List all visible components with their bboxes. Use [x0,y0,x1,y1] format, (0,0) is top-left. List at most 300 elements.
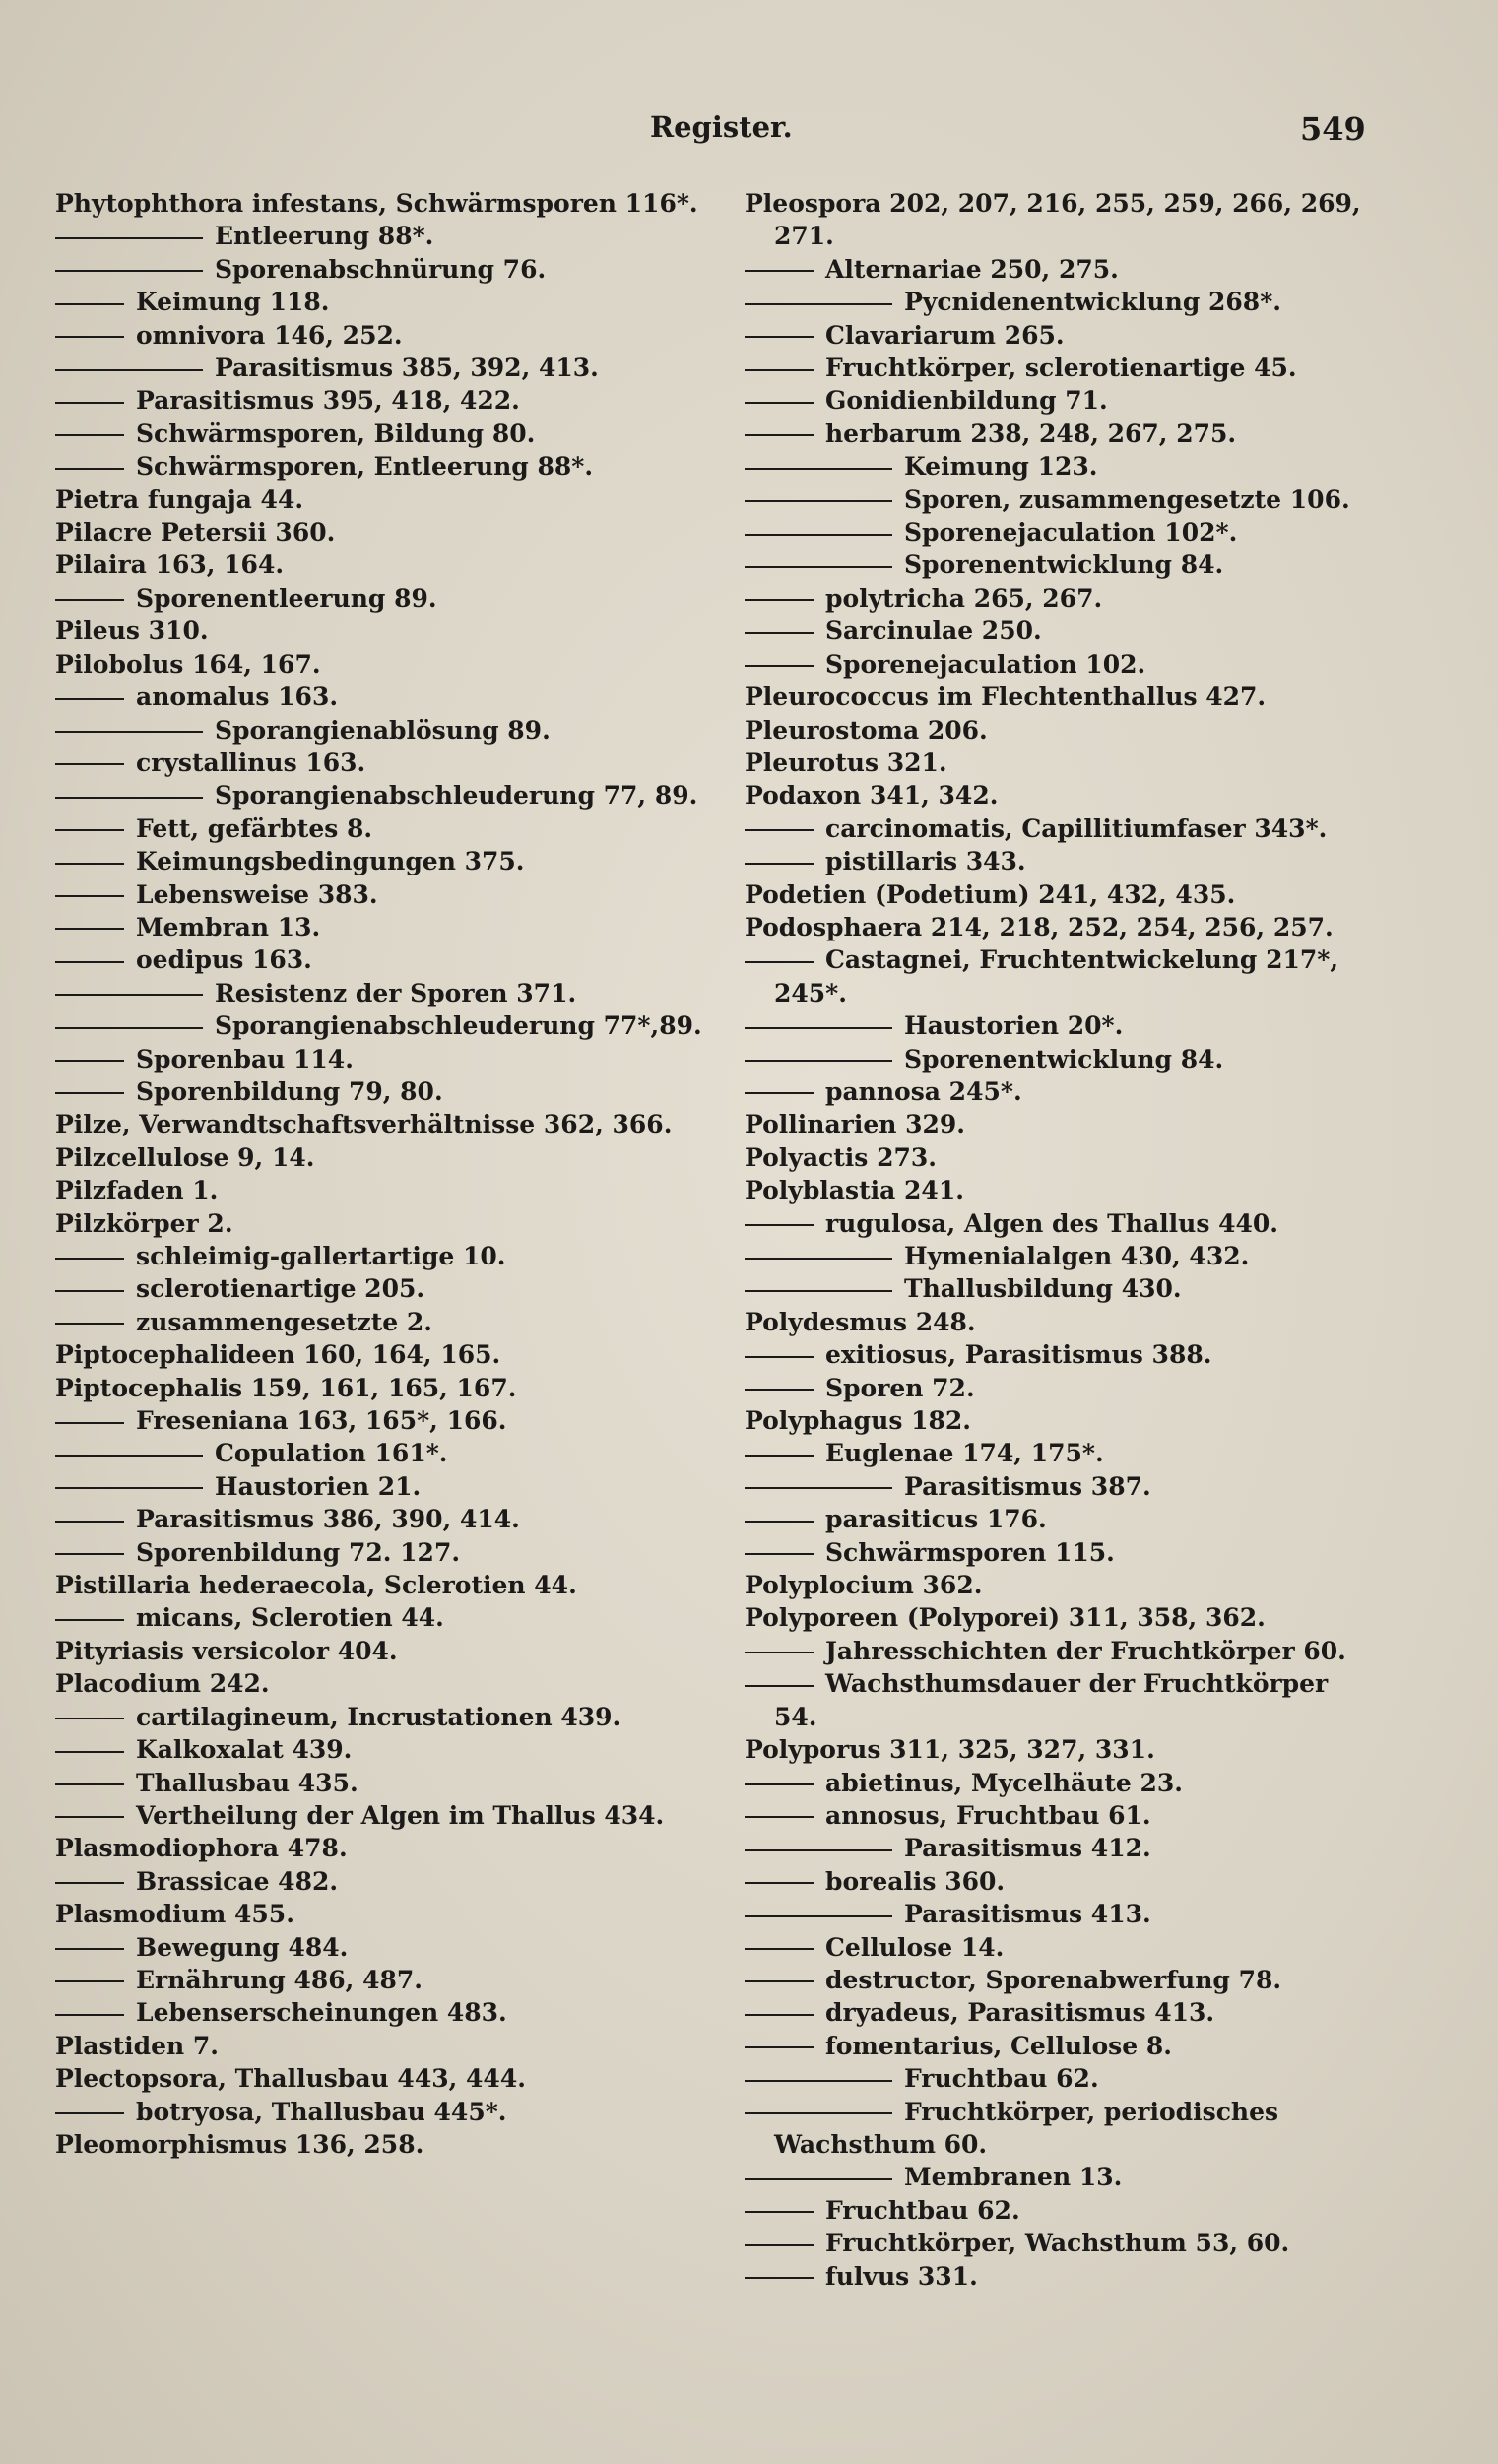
index-entry-text: Schwärmsporen, Entleerung 88*. [136,452,594,482]
index-entry-text: Sporenbau 114. [136,1044,354,1073]
index-entry-text: Parasitismus 387. [904,1471,1151,1501]
repeat-dash [745,1948,814,1950]
index-entry-text: Fruchtbau 62. [904,2064,1099,2094]
index-entry [745,943,1375,1009]
index-entry [55,220,715,252]
index-entry-text: Piptocephalis 159, 161, 165, 167. [55,1373,517,1402]
index-entry-text: destructor, Sporenabwerfung 78. [825,1965,1282,1994]
repeat-dash [745,1783,814,1785]
index-entry [55,418,715,450]
index-entry-text: Pilaira 163, 164. [55,551,285,580]
index-entry [745,681,1375,713]
repeat-dash [745,599,814,601]
index-entry-text: Schwärmsporen 115. [825,1537,1115,1567]
index-entry [55,484,715,516]
repeat-dash [745,961,814,963]
index-entry-text: Parasitismus 385, 392, 413. [215,354,599,383]
repeat-dash [55,698,124,700]
index-entry-text: crystallinus 163. [136,747,366,777]
index-entry-text: Lebenserscheinungen 483. [136,1998,507,2028]
repeat-dash [55,961,124,963]
repeat-dash [55,369,203,371]
repeat-dash [745,434,814,436]
index-entry-text: Keimung 123. [904,452,1098,482]
repeat-dash [745,1849,892,1851]
index-entry [745,384,1375,417]
index-entry-text: Alternariae 250, 275. [825,254,1119,284]
index-entry [55,911,715,943]
repeat-dash [745,402,814,404]
repeat-dash [55,895,124,897]
repeat-dash [55,994,203,996]
repeat-dash [55,336,124,338]
repeat-dash [745,1092,814,1094]
index-entry-text: Fruchtkörper, Wachsthum 53, 60. [825,2229,1290,2258]
repeat-dash [745,2211,814,2213]
index-entry-text: zusammengesetzte 2. [136,1307,433,1336]
repeat-dash [55,1751,124,1753]
index-entry-text: Polyblastia 241. [745,1176,964,1205]
repeat-dash [745,1389,814,1391]
index-entry-text: Bewegung 484. [136,1932,349,1962]
index-entry-text: Polyphagus 182. [745,1406,972,1436]
repeat-dash [745,303,892,305]
index-entry [55,319,715,352]
index-entry [745,1898,1375,1930]
index-entry-text: oedipus 163. [136,945,312,975]
index-entry [745,1141,1375,1174]
index-entry [745,615,1375,647]
repeat-dash [55,1290,124,1292]
index-entry [745,2260,1375,2293]
index-entry [55,1667,715,1700]
index-entry-text: Parasitismus 395, 418, 422. [136,386,520,416]
index-entry [55,1701,715,1733]
repeat-dash [55,237,203,239]
index-entry [55,1898,715,1930]
index-entry-text: Euglenae 174, 175*. [825,1439,1104,1468]
index-entry-text: Sporenabschnürung 76. [215,254,547,284]
index-entry [745,1174,1375,1206]
index-entry [55,1141,715,1174]
index-entry-text: Thallusbau 435. [136,1768,358,1797]
index-entry [745,1667,1375,1733]
page-header [0,110,1498,150]
index-entry-text: carcinomatis, Capillitiumfaser 343*. [825,813,1328,843]
index-entry [55,681,715,713]
repeat-dash [745,2046,814,2048]
index-entry-text: exitiosus, Parasitismus 388. [825,1340,1212,1370]
repeat-dash [745,1224,814,1226]
index-entry-text: dryadeus, Parasitismus 413. [825,1998,1215,2028]
index-entry-text: Pileus 310. [55,616,209,646]
repeat-dash [55,829,124,831]
index-entry-text: Podetien (Podetium) 241, 432, 435. [745,879,1236,909]
index-entry [745,1733,1375,1766]
index-entry-text: cartilagineum, Incrustationen 439. [136,1702,621,1731]
index-entry-text: Pleomorphismus 136, 258. [55,2129,424,2159]
index-entry-text: Pilobolus 164, 167. [55,649,321,679]
repeat-dash [745,1685,814,1687]
index-entry [745,845,1375,877]
index-entry-text: Sporenejaculation 102. [825,649,1146,679]
repeat-dash [745,2112,892,2114]
index-entry [55,648,715,681]
repeat-dash [55,1521,124,1523]
index-entry-text: Parasitismus 413. [904,1900,1151,1929]
index-entry-text: Wachsthumsdauer der Fruchtkörper 54. [774,1669,1329,1731]
index-entry-text: herbarum 238, 248, 267, 275. [825,419,1237,448]
repeat-dash [745,2277,814,2279]
index-entry [745,1865,1375,1898]
index-entry-text: Pietra fungaja 44. [55,485,304,514]
index-entry-text: Sporenentleerung 89. [136,583,437,613]
index-entry [745,484,1375,516]
repeat-dash [745,1652,814,1653]
index-entry-text: Pleurococcus im Flechtenthallus 427. [745,682,1267,712]
index-entry-text: pannosa 245*. [825,1076,1022,1106]
index-entry-text: Polydesmus 248. [745,1307,976,1336]
index-entry-text: Lebensweise 383. [136,879,378,909]
index-entry-text: pistillaris 343. [825,847,1026,876]
repeat-dash [745,534,892,536]
index-entry-text: omnivora 146, 252. [136,320,403,350]
index-entry [745,516,1375,549]
repeat-dash [745,1027,892,1029]
index-entry [55,1767,715,1799]
index-entry-text: fomentarius, Cellulose 8. [825,2031,1172,2060]
index-entry-text: Membran 13. [136,912,321,941]
index-entry [55,943,715,976]
repeat-dash [745,1980,814,1982]
repeat-dash [55,1258,124,1260]
repeat-dash [55,1323,124,1325]
index-entry [55,2030,715,2062]
index-entry-text: Sporen, zusammengesetzte 106. [904,485,1350,514]
index-entry [745,1503,1375,1535]
index-entry [745,1635,1375,1667]
index-entry-text: Sporangienablösung 89. [215,715,551,745]
index-entry-text: Sporen 72. [825,1373,975,1402]
index-entry [55,187,715,220]
index-entry-text: Pleurostoma 206. [745,715,988,745]
repeat-dash [55,1718,124,1719]
repeat-dash [745,1356,814,1358]
index-entry-text: Parasitismus 386, 390, 414. [136,1505,520,1534]
running-title: Register. [650,110,793,144]
index-entry-text: rugulosa, Algen des Thallus 440. [825,1208,1278,1238]
index-entry-text: Placodium 242. [55,1669,270,1699]
index-entry [55,2062,715,2095]
index-entry [745,1043,1375,1075]
index-entry [55,1404,715,1437]
repeat-dash [745,863,814,865]
index-entry-text: polytricha 265, 267. [825,583,1103,613]
index-entry [745,746,1375,779]
index-entry-text: Piptocephalideen 160, 164, 165. [55,1340,501,1370]
index-entry-text: Fruchtbau 62. [825,2195,1020,2225]
repeat-dash [55,863,124,865]
index-entry [55,1009,715,1042]
index-entry [745,1372,1375,1404]
index-entry [55,1174,715,1206]
index-entry [745,2227,1375,2259]
index-entry [55,1108,715,1140]
index-entry [745,714,1375,746]
index-entry [55,549,715,581]
index-entry-text: Polyplocium 362. [745,1571,983,1600]
index-entry [55,812,715,845]
index-entry-text: Fruchtkörper, sclerotienartige 45. [825,354,1297,383]
index-entry [745,2030,1375,2062]
index-entry [55,2096,715,2128]
index-entry-text: Jahresschichten der Fruchtkörper 60. [825,1636,1346,1665]
index-entry-text: Gonidienbildung 71. [825,386,1108,416]
index-entry-text: Pilzkörper 2. [55,1208,233,1238]
repeat-dash [55,1783,124,1785]
repeat-dash [55,2112,124,2114]
index-entry [745,2096,1375,2162]
index-entry-text: annosus, Fruchtbau 61. [825,1800,1151,1830]
repeat-dash [745,2178,892,2180]
index-entry-text: Polyporeen (Polyporei) 311, 358, 362. [745,1603,1266,1633]
repeat-dash [745,1521,814,1523]
index-entry-text: Brassicae 482. [136,1866,339,1896]
repeat-dash [55,1027,203,1029]
index-entry [55,845,715,877]
index-entry [745,1009,1375,1042]
index-entry-text: Plectopsora, Thallusbau 443, 444. [55,2064,526,2094]
repeat-dash [745,829,814,831]
index-entry-text: borealis 360. [825,1866,1006,1896]
repeat-dash [745,2244,814,2246]
index-entry-text: Podaxon 341, 342. [745,781,999,811]
index-entry [55,1470,715,1503]
index-entry-text: Hymenialalgen 430, 432. [904,1242,1250,1270]
index-entry-text: Castagnei, Fruchtentwickelung 217*, 245*. [774,945,1339,1007]
index-entry [745,1306,1375,1338]
index-entry [55,516,715,549]
index-entry [55,2128,715,2161]
index-entry-text: Sporenentwicklung 84. [904,551,1224,580]
repeat-dash [745,1258,892,1260]
repeat-dash [745,1816,814,1818]
index-entry [745,1601,1375,1634]
repeat-dash [745,336,814,338]
index-entry [55,615,715,647]
index-entry [55,1996,715,2029]
index-entry [55,1931,715,1964]
index-entry [55,286,715,318]
index-entry-text: Entleerung 88*. [215,222,434,251]
repeat-dash [745,566,892,568]
repeat-dash [55,1455,203,1457]
index-entry-text: Copulation 161*. [215,1439,448,1468]
repeat-dash [55,1882,124,1884]
index-entry-text: Pollinarien 329. [745,1110,966,1139]
index-entry-text: Sporangienabschleuderung 77, 89. [215,781,698,811]
index-entry-text: Sporangienabschleuderung 77*,89. [215,1011,702,1041]
index-entry [745,2062,1375,2095]
index-entry [55,352,715,384]
index-entry-text: Haustorien 20*. [904,1011,1124,1041]
index-entry [745,779,1375,811]
index-entry [745,1470,1375,1503]
index-entry [55,253,715,286]
index-entry [745,1996,1375,2029]
index-entry-text: Phytophthora infestans, Schwärmsporen 116*. [55,189,698,218]
index-entry-text: Keimung 118. [136,288,330,317]
index-entry-text: Pilzcellulose 9, 14. [55,1142,315,1172]
index-entry-text: Pleurotus 321. [745,747,947,777]
index-entry [55,779,715,811]
index-entry [745,1536,1375,1569]
repeat-dash [55,731,203,733]
index-entry [745,549,1375,581]
index-entry [55,1503,715,1535]
index-entry [55,878,715,911]
index-entry-text: Pilzfaden 1. [55,1176,219,1205]
index-column-left [55,187,715,2161]
repeat-dash [55,928,124,930]
repeat-dash [55,434,124,436]
index-entry [55,1536,715,1569]
index-entry [55,1043,715,1075]
repeat-dash [745,2014,814,2016]
index-entry [745,1832,1375,1864]
index-entry [745,1404,1375,1437]
index-entry [745,1272,1375,1305]
index-entry [55,1272,715,1305]
repeat-dash [55,763,124,765]
index-entry-text: Sporenentwicklung 84. [904,1044,1224,1073]
index-entry-text: Cellulose 14. [825,1932,1005,1962]
repeat-dash [745,270,814,272]
repeat-dash [55,797,203,799]
index-entry [745,418,1375,450]
repeat-dash [745,1915,892,1917]
index-entry [745,582,1375,615]
index-entry-text: anomalus 163. [136,682,339,712]
index-entry-text: fulvus 331. [825,2261,978,2291]
repeat-dash [55,303,124,305]
index-entry-text: Pilacre Petersii 360. [55,518,336,548]
index-entry [745,2161,1375,2193]
index-entry [745,352,1375,384]
index-entry-text: Podosphaera 214, 218, 252, 254, 256, 257. [745,912,1334,941]
index-entry-text: Polyactis 273. [745,1142,937,1172]
index-entry [745,1207,1375,1240]
page-number: 549 [1300,110,1366,148]
index-entry [55,1865,715,1898]
repeat-dash [745,1882,814,1884]
repeat-dash [745,369,814,371]
index-entry [745,1075,1375,1108]
index-entry-text: Resistenz der Sporen 371. [215,978,577,1007]
repeat-dash [55,2014,124,2016]
index-entry [745,878,1375,911]
index-entry [55,1733,715,1766]
repeat-dash [55,1092,124,1094]
index-entry-text: Clavariarum 265. [825,320,1065,350]
index-entry-text: schleimig-gallertartige 10. [136,1242,506,1270]
repeat-dash [745,2080,892,2082]
index-entry [55,977,715,1009]
index-entry [745,911,1375,943]
index-entry-text: micans, Sclerotien 44. [136,1603,444,1633]
index-entry-text: Pityriasis versicolor 404. [55,1636,398,1665]
index-entry-text: Sporenejaculation 102*. [904,518,1238,548]
repeat-dash [55,1487,203,1489]
index-entry-text: Kalkoxalat 439. [136,1735,353,1765]
index-entry-text: Fruchtkörper, periodisches Wachsthum 60. [774,2097,1279,2159]
index-entry-text: Keimungsbedingungen 375. [136,847,525,876]
index-entry [745,1799,1375,1832]
index-entry-text: Polyporus 311, 325, 327, 331. [745,1735,1155,1765]
index-entry [55,1832,715,1864]
index-entry-text: Sarcinulae 250. [825,616,1042,646]
index-entry-text: Pleospora 202, 207, 216, 255, 259, 266, 269, 271. [745,189,1361,251]
index-entry [745,1108,1375,1140]
index-entry [55,1207,715,1240]
index-entry [745,253,1375,286]
index-entry [55,1075,715,1108]
repeat-dash [745,1553,814,1555]
index-entry [55,1240,715,1272]
index-column-right [745,187,1375,2293]
index-entry [745,648,1375,681]
repeat-dash [55,402,124,404]
repeat-dash [745,500,892,502]
repeat-dash [745,1290,892,1292]
index-entry [745,1437,1375,1469]
index-entry-text: Sporenbildung 79, 80. [136,1076,443,1106]
repeat-dash [55,1060,124,1062]
repeat-dash [55,1553,124,1555]
repeat-dash [55,1948,124,1950]
index-entry [55,1306,715,1338]
repeat-dash [55,468,124,470]
index-entry-text: Pycnidenentwicklung 268*. [904,288,1281,317]
index-entry [55,384,715,417]
index-entry [55,714,715,746]
repeat-dash [55,1422,124,1424]
repeat-dash [745,665,814,667]
index-entry-text: Parasitismus 412. [904,1834,1151,1863]
index-entry [745,319,1375,352]
repeat-dash [745,1487,892,1489]
index-entry [745,1767,1375,1799]
index-entry-text: Membranen 13. [904,2163,1123,2192]
index-entry [745,1338,1375,1371]
index-entry-text: Schwärmsporen, Bildung 80. [136,419,536,448]
index-entry [745,286,1375,318]
repeat-dash [745,632,814,634]
index-entry-text: sclerotienartige 205. [136,1274,425,1304]
index-entry [55,1338,715,1371]
index-entry [745,812,1375,845]
repeat-dash [55,599,124,601]
index-entry [55,1437,715,1469]
index-entry [745,1240,1375,1272]
index-entry [745,450,1375,483]
index-entry-text: Pilze, Verwandtschaftsverhältnisse 362, 366. [55,1110,673,1139]
index-entry-text: Vertheilung der Algen im Thallus 434. [136,1800,665,1830]
index-entry-text: Sporenbildung 72. 127. [136,1537,461,1567]
index-entry [55,1635,715,1667]
index-entry-text: Thallusbildung 430. [904,1274,1182,1304]
repeat-dash [745,1455,814,1457]
